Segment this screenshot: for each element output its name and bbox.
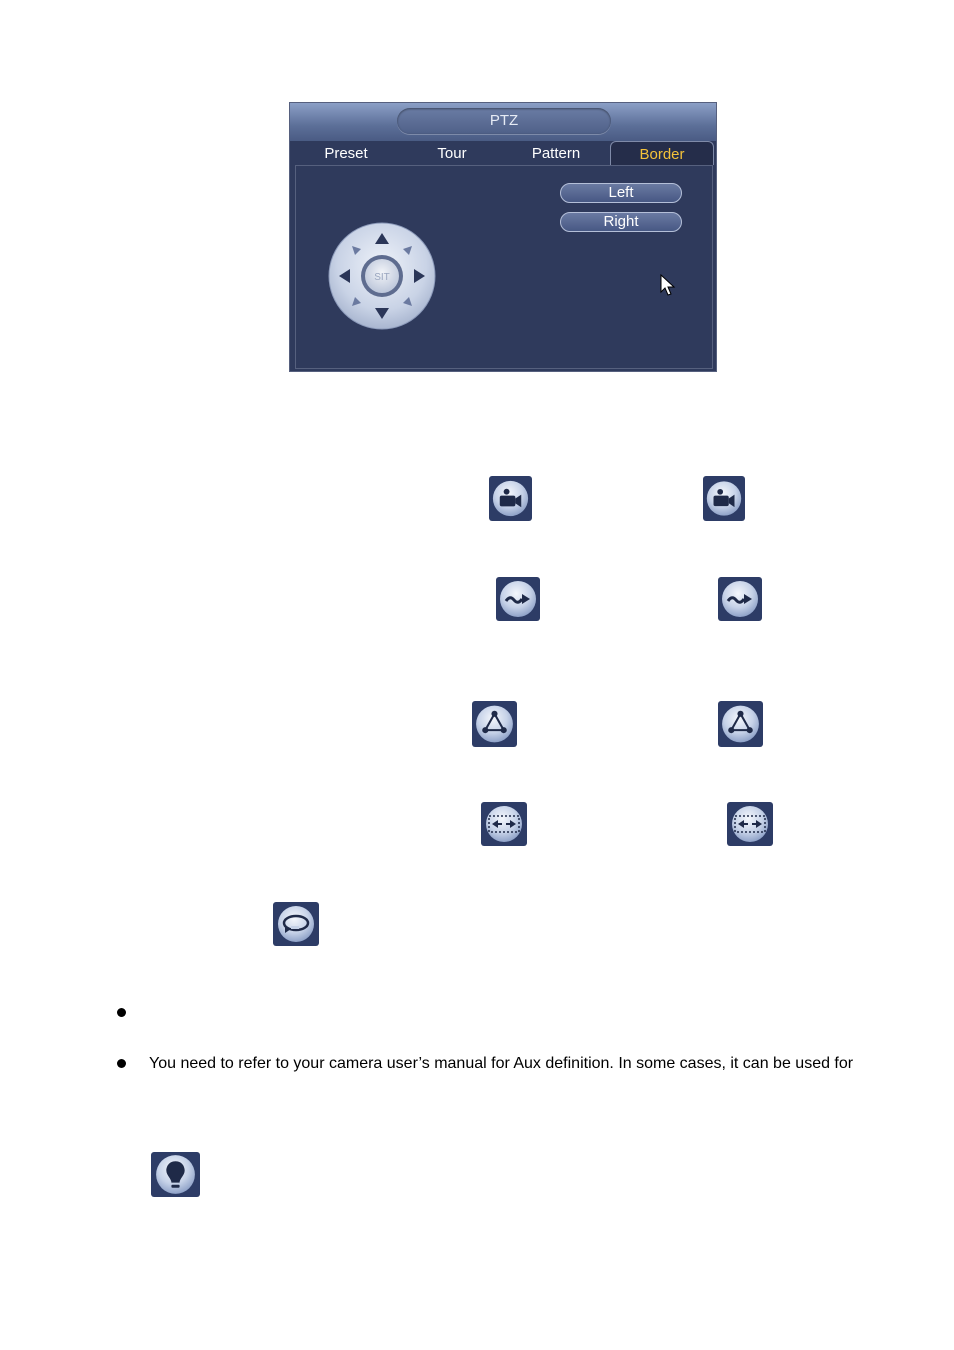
tour-icon bbox=[496, 577, 540, 621]
bullet-point bbox=[117, 1008, 126, 1017]
bullet-point bbox=[117, 1059, 126, 1068]
right-button[interactable]: Right bbox=[560, 212, 682, 232]
aux-icon bbox=[151, 1152, 200, 1197]
ptz-dialog bbox=[289, 102, 717, 372]
direction-pad[interactable] bbox=[328, 222, 436, 330]
tab-tour[interactable]: Tour bbox=[437, 145, 467, 162]
pattern-icon bbox=[718, 701, 763, 747]
pattern-icon bbox=[472, 701, 517, 747]
tab-pattern[interactable]: Pattern bbox=[531, 145, 581, 162]
border-scan-icon bbox=[481, 802, 527, 846]
mouse-cursor-icon bbox=[660, 274, 676, 298]
rotate-icon bbox=[273, 902, 319, 946]
dpad-center-label[interactable]: SIT bbox=[374, 272, 390, 283]
bullet-text: You need to refer to your camera user’s manual for Aux definition. In some cases, it can be used for bbox=[149, 1055, 854, 1072]
camera-icon bbox=[703, 476, 745, 521]
tour-icon bbox=[718, 577, 762, 621]
tab-border[interactable]: Border bbox=[610, 141, 714, 165]
tab-bar bbox=[290, 141, 716, 165]
tab-preset[interactable]: Preset bbox=[324, 145, 368, 162]
border-scan-icon bbox=[727, 802, 773, 846]
camera-icon bbox=[489, 476, 532, 521]
dialog-header bbox=[290, 103, 716, 141]
left-button[interactable]: Left bbox=[560, 183, 682, 203]
dialog-title: PTZ bbox=[397, 108, 611, 134]
